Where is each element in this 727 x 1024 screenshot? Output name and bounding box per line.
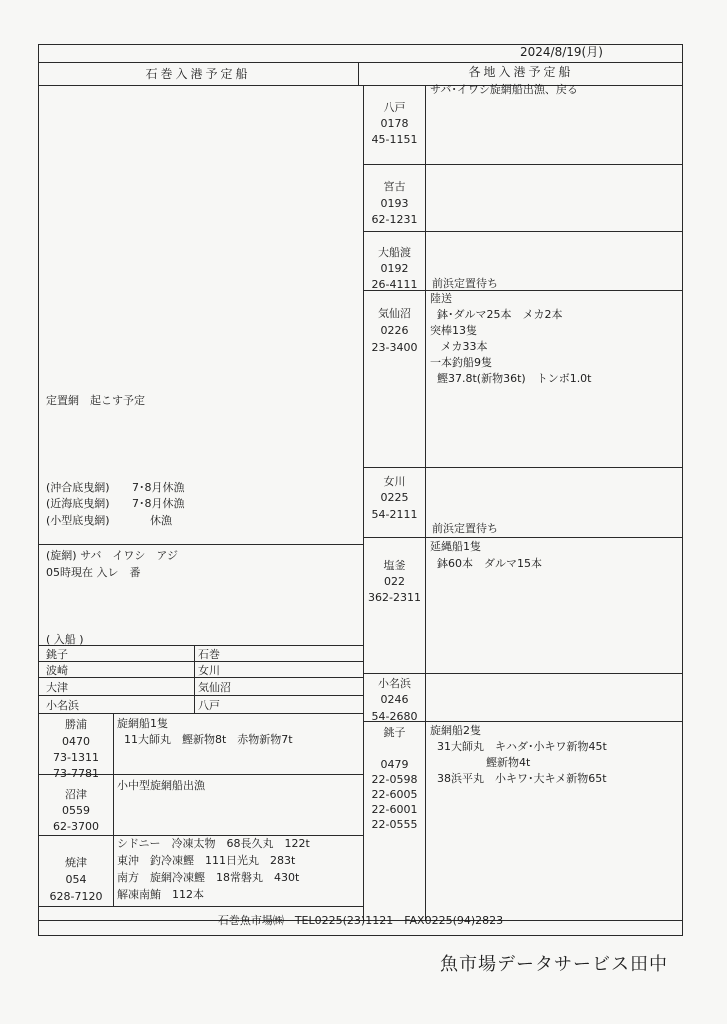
rule-under-headers: [38, 85, 683, 86]
yaizu-line-3: 南方 旋網冷凍鰹 18常磐丸 430t: [117, 871, 300, 884]
katsuura-line-2: 11大師丸 鰹新物8t 赤物新物7t: [117, 733, 293, 746]
yaizu-line-1: シドニー 冷凍太物 68長久丸 122t: [117, 837, 310, 850]
right-column-header: 各地入港予定船: [468, 65, 574, 79]
numazu-name: 沼津: [65, 788, 87, 801]
nyusen-right-3: 気仙沼: [198, 681, 231, 694]
trawl-name-2: (近海底曳網): [46, 497, 110, 510]
nyusen-right-2: 女川: [198, 664, 220, 677]
rule-under-date: [38, 62, 683, 63]
shiogama-phone-2: 362-2311: [368, 591, 421, 604]
left-port-name-divider: [113, 713, 114, 906]
choshi-phone-2: 22-0598: [371, 773, 418, 786]
katsuura-phone-2: 73-1311: [53, 751, 99, 764]
miyako-phone-1: 0193: [380, 197, 409, 210]
numazu-phone-1: 0559: [62, 804, 90, 817]
numazu-phone-2: 62-3700: [53, 820, 99, 833]
katsuura-phone-3: 73-7781: [53, 767, 99, 780]
ofunato-phone-2: 26-4111: [371, 278, 418, 291]
nyusen-title: ( 入船 ): [46, 633, 84, 646]
nyusen-divider: [194, 645, 195, 714]
choshi-line-1: 旋網船2隻: [430, 724, 481, 737]
onahama-name: 小名浜: [378, 677, 411, 690]
makiami-line: 05時現在 入レ 番: [46, 566, 141, 579]
onagawa-phone-2: 54-2111: [371, 508, 418, 521]
choshi-phone-4: 22-6001: [371, 803, 418, 816]
katsuura-phone-1: 0470: [62, 735, 90, 748]
trawl-status-2: 7･8月休漁: [132, 497, 185, 510]
numazu-line-1: 小中型旋網船出漁: [117, 779, 205, 792]
choshi-phone-5: 22-0555: [371, 818, 418, 831]
choshi-name: 銚子: [383, 726, 406, 739]
ofunato-name: 大船渡: [378, 246, 411, 259]
yaizu-name: 焼津: [65, 856, 87, 869]
header-divider: [358, 62, 359, 86]
hachinohe-phone-1: 0178: [380, 117, 409, 130]
rule-r1: [363, 164, 683, 165]
hachinohe-name: 八戸: [383, 101, 406, 114]
choshi-phone-3: 22-6005: [371, 788, 418, 801]
rule-l3: [38, 661, 364, 662]
onahama-phone-1: 0246: [380, 693, 409, 706]
trawl-name-1: (沖合底曳網): [46, 481, 110, 494]
shiogama-phone-1: 022: [384, 575, 405, 588]
choshi-line-3: 鰹新物4t: [430, 756, 531, 769]
frame-right: [682, 44, 683, 936]
miyako-name: 宮古: [383, 180, 406, 193]
onahama-phone-2: 54-2680: [371, 710, 418, 723]
rule-r2: [363, 231, 683, 232]
teichiami-text: 定置網 起こす予定: [46, 394, 145, 407]
miyako-phone-2: 62-1231: [371, 213, 418, 226]
kesennuma-line-6: 鰹37.8t(新物36t) トンボ1.0t: [430, 372, 592, 385]
nyusen-left-2: 波崎: [46, 664, 68, 677]
ofunato-line-1: 前浜定置待ち: [432, 277, 498, 290]
onagawa-phone-1: 0225: [380, 491, 409, 504]
shiogama-line-2: 鉢60本 ダルマ15本: [430, 557, 542, 570]
frame-left: [38, 44, 39, 936]
rule-l1: [38, 544, 364, 545]
kesennuma-phone-2: 23-3400: [371, 341, 418, 354]
rule-l4: [38, 677, 364, 678]
rule-r5: [363, 537, 683, 538]
trawl-status-1: 7･8月休漁: [132, 481, 185, 494]
nyusen-right-1: 石巻: [198, 648, 220, 661]
choshi-line-2: 31大師丸 キハダ･小キワ新物45t: [430, 740, 607, 753]
kesennuma-phone-1: 0226: [380, 324, 409, 337]
hachinohe-line-1: サバ･イワシ旋網船出漁、戻る: [430, 83, 578, 96]
rule-r4: [363, 467, 683, 468]
rule-l5: [38, 695, 364, 696]
kesennuma-line-1: 陸送: [430, 292, 452, 305]
nyusen-left-1: 銚子: [46, 648, 68, 661]
choshi-phone-1: 0479: [380, 758, 409, 771]
footer-contact: 石巻魚市場㈱ TEL0225(23)1121 FAX0225(94)2823: [217, 914, 504, 927]
katsuura-line-1: 旋網船1隻: [117, 717, 168, 730]
shiogama-name: 塩釜: [383, 559, 406, 572]
nyusen-right-4: 八戸: [198, 699, 220, 712]
trawl-name-3: (小型底曳網): [46, 514, 110, 527]
yaizu-phone-1: 054: [65, 873, 87, 886]
kesennuma-line-5: 一本釣船9隻: [430, 356, 492, 369]
trawl-status-3: 休漁: [150, 514, 172, 527]
kesennuma-line-4: メカ33本: [430, 340, 488, 353]
shiogama-line-1: 延縄船1隻: [430, 540, 481, 553]
rule-l9: [38, 906, 364, 907]
nyusen-left-3: 大津: [46, 681, 68, 694]
nyusen-left-4: 小名浜: [46, 699, 79, 712]
onagawa-name: 女川: [383, 475, 406, 488]
rule-l8: [38, 835, 364, 836]
ofunato-phone-1: 0192: [380, 262, 409, 275]
kesennuma-line-3: 突棒13隻: [430, 324, 477, 337]
rule-l6: [38, 713, 364, 714]
report-date: 2024/8/19(月): [520, 45, 603, 59]
yaizu-phone-2: 628-7120: [49, 890, 103, 903]
left-column-header: 石巻入港予定船: [145, 67, 251, 81]
rule-r6: [363, 673, 683, 674]
yaizu-line-4: 解凍南鮪 112本: [117, 888, 204, 901]
rule-l2: [38, 645, 364, 646]
makiami-title: (旋網) サバ イワシ アジ: [46, 549, 178, 562]
signature: 魚市場データサービス田中: [440, 954, 668, 975]
kesennuma-line-2: 鉢･ダルマ25本 メカ2本: [430, 308, 563, 321]
hachinohe-phone-2: 45-1151: [371, 133, 418, 146]
right-port-name-divider: [425, 85, 426, 920]
yaizu-line-2: 東沖 釣冷凍鰹 111日光丸 283t: [117, 854, 296, 867]
frame-bottom: [38, 935, 683, 936]
onagawa-line-1: 前浜定置待ち: [432, 522, 498, 535]
kesennuma-name: 気仙沼: [378, 307, 411, 320]
katsuura-name: 勝浦: [65, 718, 87, 731]
choshi-line-4: 38浜平丸 小キワ･大キメ新物65t: [430, 772, 607, 785]
